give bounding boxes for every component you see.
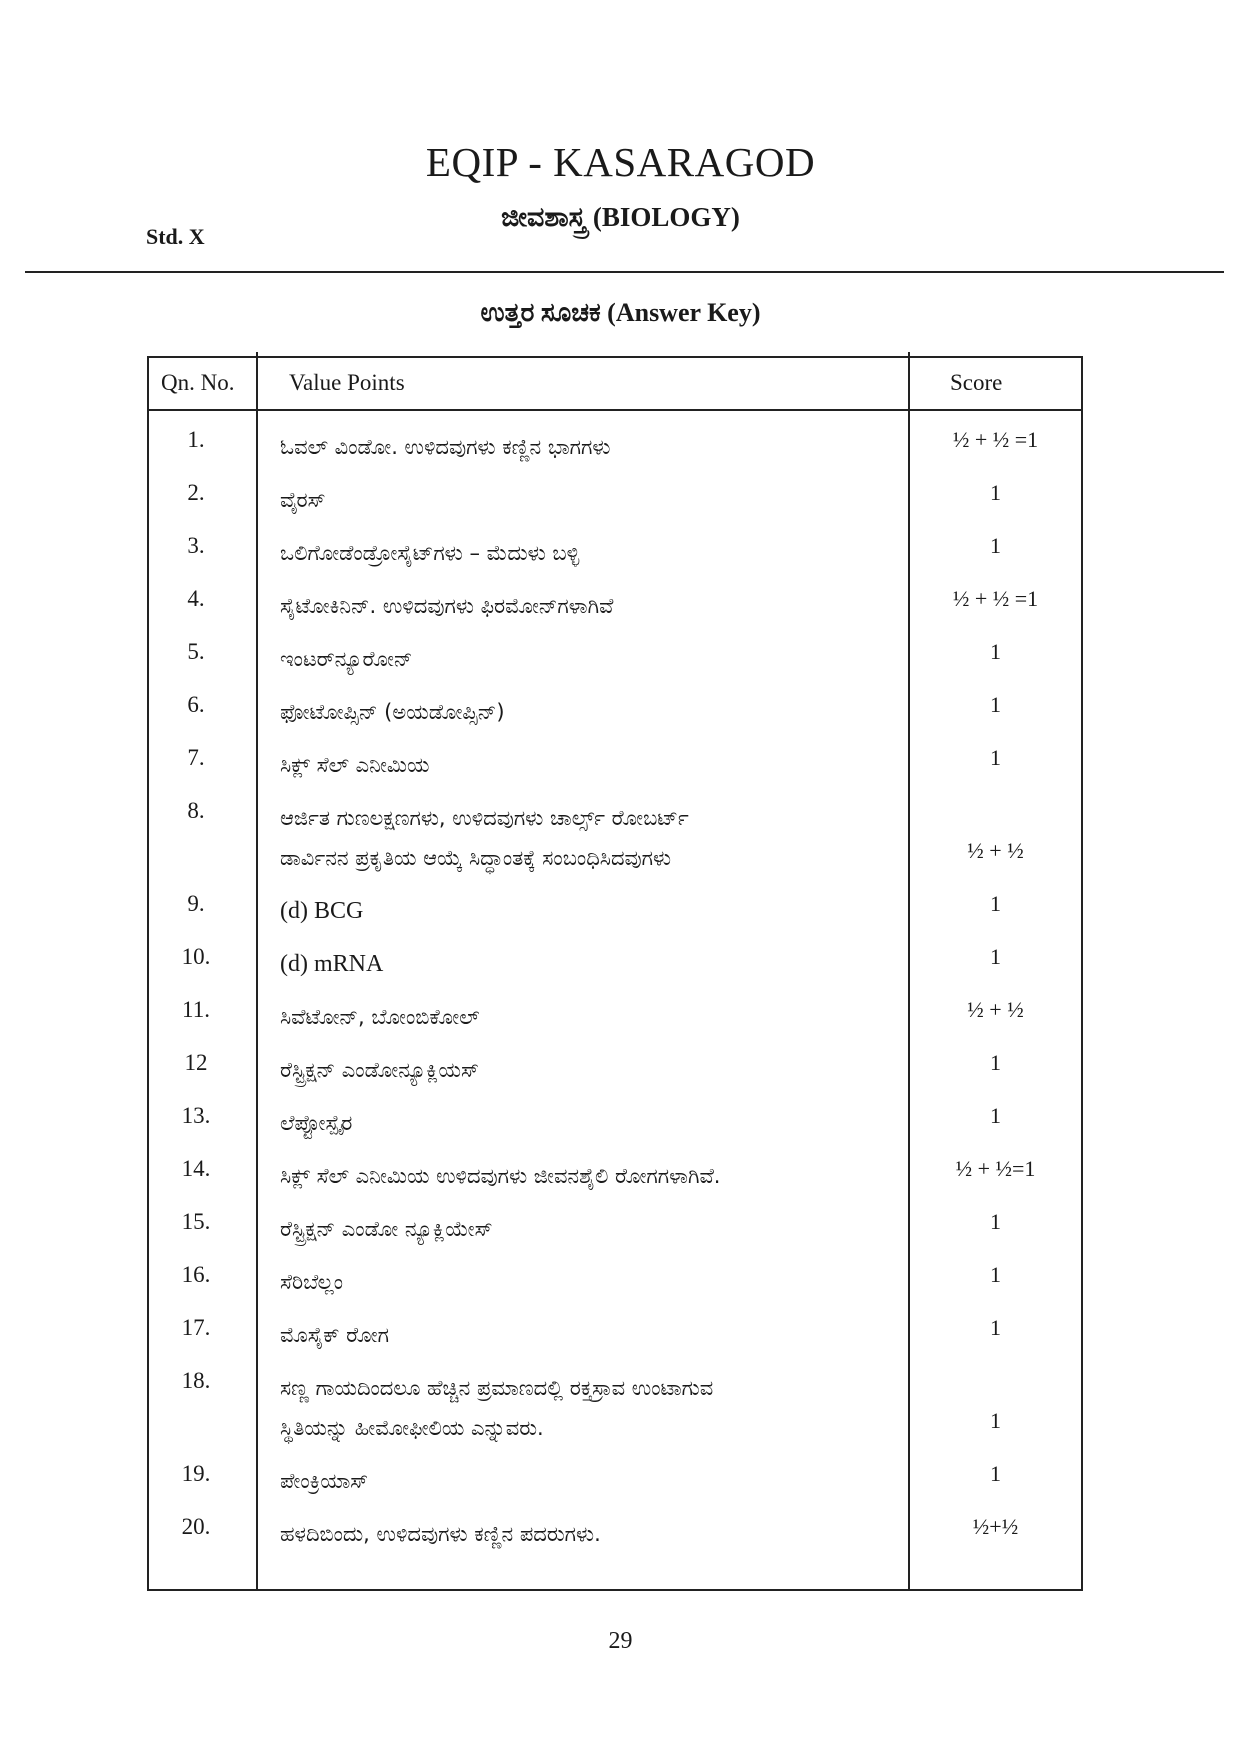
- value-point: ಫೋಟೋಪ್ಸಿನ್ (ಅಯಡೋಪ್ಸಿನ್): [280, 700, 505, 724]
- question-number: 3.: [187, 533, 205, 558]
- value-point: (d) mRNA: [280, 951, 384, 977]
- header-qn: Qn. No.: [161, 370, 235, 395]
- header-divider: [25, 271, 1224, 273]
- question-number: 17.: [181, 1315, 211, 1340]
- question-number: 12: [184, 1050, 208, 1075]
- value-point: [280, 798, 890, 878]
- value-point-line: ಸಣ್ಣ ಗಾಯದಿಂದಲೂ ಹೆಚ್ಚಿನ ಪ್ರಮಾಣದಲ್ಲಿ ರಕ್ತಸ್ರಾವ ಉಂಟಾಗುವ: [280, 1376, 714, 1400]
- value-point: ಸಿಕ್ಲ್ ಸೆಲ್ ಎನೀಮಿಯ: [280, 753, 430, 777]
- score: 1: [990, 533, 1001, 558]
- score: ½ + ½ =1: [952, 586, 1039, 611]
- value-point: ಪೇಂಕ್ರಿಯಾಸ್: [280, 1469, 369, 1493]
- header-score: Score: [950, 370, 1003, 395]
- question-number: 11.: [182, 997, 210, 1022]
- score: 1: [990, 1315, 1001, 1340]
- value-point: ಸೆರಿಬೆಲ್ಲಂ: [280, 1270, 343, 1294]
- value-point: ಸಿವೆಟೋನ್, ಬೋಂಬಿಕೋಲ್: [280, 1005, 480, 1029]
- score: 1: [990, 1262, 1001, 1287]
- value-point: ಇಂಟರ್‌ನ್ಯೂರೋನ್: [280, 647, 413, 671]
- header-row-divider: [149, 409, 1081, 411]
- score: 1: [990, 1050, 1001, 1075]
- question-number: 15.: [181, 1209, 211, 1234]
- standard-label: Std. X: [146, 224, 205, 249]
- question-number: 6.: [187, 692, 205, 717]
- score: 1: [990, 745, 1001, 770]
- value-point: ಹಳದಿಬಿಂದು, ಉಳಿದವುಗಳು ಕಣ್ಣಿನ ಪದರುಗಳು.: [280, 1522, 601, 1546]
- score: 1: [990, 1461, 1001, 1486]
- value-point-line: ಆರ್ಜಿತ ಗುಣಲಕ್ಷಣಗಳು, ಉಳಿದವುಗಳು ಚಾರ್ಲ್ಸ್ ರೋಬರ್ಟ್: [280, 806, 689, 830]
- subject-title: ಜೀವಶಾಸ್ತ್ರ (BIOLOGY): [501, 202, 740, 232]
- question-number: 13.: [181, 1103, 211, 1128]
- document-title: EQIP - KASARAGOD: [425, 139, 816, 185]
- value-point: ಓವಲ್ ವಿಂಡೋ. ಉಳಿದವುಗಳು ಕಣ್ಣಿನ ಭಾಗಗಳು: [280, 435, 611, 459]
- question-number: 4.: [187, 586, 205, 611]
- value-point: ರೆಸ್ಟ್ರಿಕ್ಷನ್ ಎಂಡೋ ನ್ಯೂಕ್ಲಿಯೇಸ್: [280, 1217, 493, 1241]
- value-point: ಸಿಕ್ಲ್ ಸೆಲ್ ಎನೀಮಿಯ ಉಳಿದವುಗಳು ಜೀವನಶೈಲಿ ರೋಗಗಳಾಗಿವೆ.: [280, 1164, 721, 1188]
- question-number: 5.: [187, 639, 205, 664]
- question-number: 14.: [181, 1156, 211, 1181]
- question-number: 7.: [187, 745, 205, 770]
- question-number: 9.: [187, 891, 205, 916]
- score: 1: [990, 1209, 1001, 1234]
- value-point: (d) BCG: [280, 898, 364, 924]
- value-point: ಲೆಪ್ಟೋಸ್ಪೈರ: [280, 1111, 353, 1135]
- score: 1: [990, 480, 1001, 505]
- score: 1: [990, 944, 1001, 969]
- answer-key-title: ಉತ್ತರ ಸೂಚಕ (Answer Key): [480, 298, 761, 327]
- score: 1: [990, 639, 1001, 664]
- value-point: ವೈರಸ್: [280, 488, 326, 512]
- page-number: 29: [608, 1628, 633, 1654]
- question-number: 8.: [187, 798, 205, 823]
- question-number: 18.: [181, 1368, 211, 1393]
- question-number: 19.: [181, 1461, 211, 1486]
- question-number: 1.: [187, 427, 205, 452]
- score: ½ + ½: [967, 997, 1024, 1022]
- value-point: ಮೊಸೈಕ್ ರೋಗ: [280, 1323, 389, 1347]
- value-point: ರೆಸ್ಟ್ರಿಕ್ಷನ್ ಎಂಡೋನ್ಯೂಕ್ಲಿಯಸ್: [280, 1058, 479, 1082]
- question-number: 2.: [187, 480, 205, 505]
- column-divider: [256, 352, 258, 1591]
- value-point: ಒಲಿಗೋಡೆಂಡ್ರೋಸೈಟ್‌ಗಳು – ಮೆದುಳು ಬಳ್ಳಿ: [280, 541, 580, 565]
- question-number: 16.: [181, 1262, 211, 1287]
- value-point: ಸೈಟೋಕಿನಿನ್. ಉಳಿದವುಗಳು ಫಿರಮೋನ್‌ಗಳಾಗಿವೆ: [280, 594, 614, 618]
- score: 1: [990, 1103, 1001, 1128]
- value-point: [280, 1368, 890, 1448]
- score: ½+½: [972, 1514, 1019, 1539]
- header-value-points: Value Points: [289, 370, 405, 395]
- score: ½ + ½=1: [955, 1156, 1036, 1181]
- question-number: 10.: [181, 944, 211, 969]
- question-number: 20.: [181, 1514, 211, 1539]
- score: 1: [990, 891, 1001, 916]
- score: 1: [990, 1408, 1001, 1433]
- value-point-line: ಸ್ಥಿತಿಯನ್ನು ಹೀಮೋಫೀಲಿಯ ಎನ್ನುವರು.: [280, 1416, 544, 1440]
- score: ½ + ½ =1: [952, 427, 1039, 452]
- value-point-line: ಡಾರ್ವಿನನ ಪ್ರಕೃತಿಯ ಆಯ್ಕೆ ಸಿದ್ಧಾಂತಕ್ಕೆ ಸಂಬಂಧಿಸಿದವುಗಳು: [280, 846, 672, 870]
- score: ½ + ½: [967, 838, 1024, 863]
- answer-key-table: [147, 356, 1083, 1591]
- score: 1: [990, 692, 1001, 717]
